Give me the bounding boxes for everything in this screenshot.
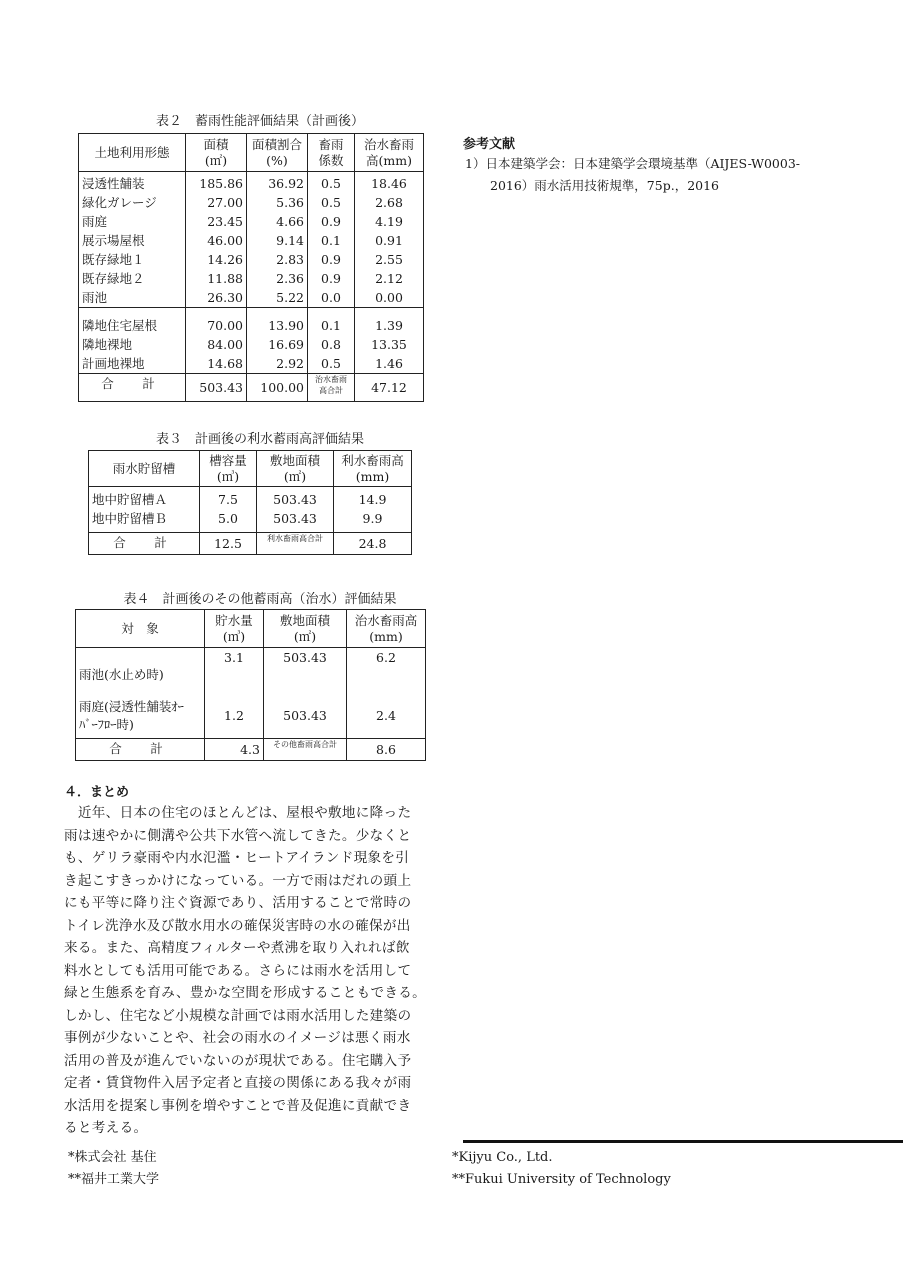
table2-group2-names: 隣地住宅屋根 隣地裸地 計画地裸地 <box>79 308 186 374</box>
table2-group1-area: 185.86 27.00 23.45 46.00 14.26 11.88 26.30 <box>186 172 247 308</box>
table4 <box>75 609 426 761</box>
table2-group1-height: 18.46 2.68 4.19 0.91 2.55 2.12 0.00 <box>355 172 424 308</box>
table2-group2-coef: 0.1 0.8 0.5 <box>308 308 355 374</box>
body-line: 定者・賃貸物件入居予定者と直接の関係にある我々が雨 <box>64 1075 412 1091</box>
table2-group2-area: 70.00 84.00 14.68 <box>186 308 247 374</box>
section-heading: ４．まとめ <box>64 785 130 800</box>
table2-total-row <box>79 374 424 402</box>
body-line: 事例が少ないことや、社会の雨水のイメージは悪く雨水 <box>64 1030 411 1046</box>
body-line: き起こすきっかけになっている。一方で雨はだれの頭上 <box>64 872 412 889</box>
table4-total-volume: 4.3 <box>205 738 264 760</box>
reference-item <box>465 153 865 197</box>
section-body <box>64 802 444 1140</box>
table4-header-volume: 貯水量 (㎥) <box>205 610 264 648</box>
table2-header-coef: 畜雨 係数 <box>308 134 355 172</box>
footnote-affiliations-en <box>452 1147 671 1191</box>
table2-group1-ratio: 36.92 5.36 4.66 9.14 2.83 2.36 5.22 <box>247 172 308 308</box>
table4-row-pond-volume: 3.1 <box>205 648 264 685</box>
reference-line: 1）日本建築学会：日本建築学会環境基準（AIJES-W0003- <box>465 156 800 171</box>
table3-total-volume: 12.5 <box>200 533 257 555</box>
table3-header-height: 利水畜雨高 (mm) <box>334 451 412 487</box>
table4-total-note: その他畜雨高合計 <box>264 738 347 760</box>
table4-row-pond <box>76 648 426 685</box>
table3-volume: 7.5 5.0 <box>200 487 257 533</box>
table2-header-area: 面積 (㎡) <box>186 134 247 172</box>
table2-total-label: 合 計 <box>79 374 186 402</box>
body-line: にも平等に降り注ぐ資源であり、活用することで常時の <box>64 895 412 911</box>
footnote-company-jp: *株式会社 基住 <box>68 1150 157 1165</box>
table4-row-raingarden-height: 2.4 <box>347 684 426 738</box>
table4-row-raingarden-volume: 1.2 <box>205 684 264 738</box>
footnote-divider <box>463 1140 903 1143</box>
body-line: 活用の普及が進んでいないのが現状である。住宅購入予 <box>64 1052 412 1069</box>
table2-total-note: 治水畜雨 高合計 <box>308 374 355 402</box>
body-line: しかし、住宅など小規模な計画では雨水活用した建築の <box>64 1007 412 1024</box>
table4-header-height: 治水畜雨高 (mm) <box>347 610 426 648</box>
table3-total-row <box>89 533 412 555</box>
footnote-affiliations-jp <box>68 1147 159 1191</box>
table3-names: 地中貯留槽Ａ 地中貯留槽Ｂ <box>89 487 200 533</box>
body-line: 雨は速やかに側溝や公共下水管へ流してきた。少なくと <box>64 827 412 844</box>
footnote-company-en: *Kijyu Co., Ltd. <box>452 1150 553 1165</box>
table2-group2-row <box>79 308 424 374</box>
table3-total-note: 利水畜雨高合計 <box>257 533 334 555</box>
table2-total-ratio: 100.00 <box>247 374 308 402</box>
table4-header-area: 敷地面積 (㎡) <box>264 610 347 648</box>
body-line: 来る。また、高精度フィルターや煮沸を取り入れれば飲 <box>64 940 410 956</box>
table3-body-row <box>89 487 412 533</box>
table2-group1-coef: 0.5 0.5 0.9 0.1 0.9 0.9 0.0 <box>308 172 355 308</box>
table4-caption: 表４ 計画後のその他蓄雨高（治水）評価結果 <box>123 592 397 607</box>
body-line: 近年、日本の住宅のほとんどは、屋根や敷地に降った <box>64 805 412 821</box>
table2-group2-ratio: 13.90 16.69 2.92 <box>247 308 308 374</box>
table3-header-row <box>89 451 412 487</box>
table2-header-land-use: 土地利用形態 <box>79 134 186 172</box>
table2-total-height: 47.12 <box>355 374 424 402</box>
table4-header-target: 対 象 <box>76 610 205 648</box>
body-line: 料水としても活用可能である。さらには雨水を活用して <box>64 962 412 979</box>
table3-caption: 表３ 計画後の利水蓄雨高評価結果 <box>155 432 364 447</box>
table2-header-ratio: 面積割合 (%) <box>247 134 308 172</box>
table3 <box>88 450 412 555</box>
reference-line: 2016）雨水活用技術規準，75p.，2016 <box>465 178 720 193</box>
table2-group2-height: 1.39 13.35 1.46 <box>355 308 424 374</box>
table4-row-pond-name: 雨池(水止め時) <box>76 648 205 685</box>
table4-total-row <box>76 738 426 760</box>
table2-header-height: 治水畜雨 高(mm) <box>355 134 424 172</box>
table2-header-row <box>79 134 424 172</box>
table4-row-pond-height: 6.2 <box>347 648 426 685</box>
table4-row-raingarden <box>76 684 426 738</box>
table3-header-tank: 雨水貯留槽 <box>89 451 200 487</box>
table3-header-volume: 槽容量 (㎥) <box>200 451 257 487</box>
table2 <box>78 133 424 402</box>
references-heading: 参考文献 <box>463 137 516 152</box>
table2-total-area: 503.43 <box>186 374 247 402</box>
table3-height: 14.9 9.9 <box>334 487 412 533</box>
body-line: も、ゲリラ豪雨や内水氾濫・ヒートアイランド現象を引 <box>64 850 410 866</box>
table4-row-pond-area: 503.43 <box>264 648 347 685</box>
table2-group1-names: 浸透性舗装 緑化ガレージ 雨庭 展示場屋根 既存緑地１ 既存緑地２ 雨池 <box>79 172 186 308</box>
body-line: 緑と生態系を育み、豊かな空間を形成することもできる。 <box>64 985 427 1001</box>
table2-caption: 表２ 蓄雨性能評価結果（計画後） <box>155 114 364 129</box>
table4-row-raingarden-name: 雨庭(浸透性舗装ｵｰ ﾊﾞｰﾌﾛｰ時) <box>76 684 205 738</box>
body-line: ると考える。 <box>64 1120 148 1136</box>
table3-total-height: 24.8 <box>334 533 412 555</box>
table4-header-row <box>76 610 426 648</box>
body-line: 水活用を提案し事例を増やすことで普及促進に貢献でき <box>64 1097 412 1114</box>
table2-group1-row <box>79 172 424 308</box>
body-line: トイレ洗浄水及び散水用水の確保災害時の水の確保が出 <box>64 917 411 934</box>
table4-total-label: 合 計 <box>76 738 205 760</box>
footnote-university-en: **Fukui University of Technology <box>452 1172 671 1187</box>
table3-area: 503.43 503.43 <box>257 487 334 533</box>
table4-total-height: 8.6 <box>347 738 426 760</box>
table3-total-label: 合 計 <box>89 533 200 555</box>
table4-row-raingarden-area: 503.43 <box>264 684 347 738</box>
footnote-university-jp: **福井工業大学 <box>68 1172 160 1187</box>
table3-header-area: 敷地面積 (㎡) <box>257 451 334 487</box>
